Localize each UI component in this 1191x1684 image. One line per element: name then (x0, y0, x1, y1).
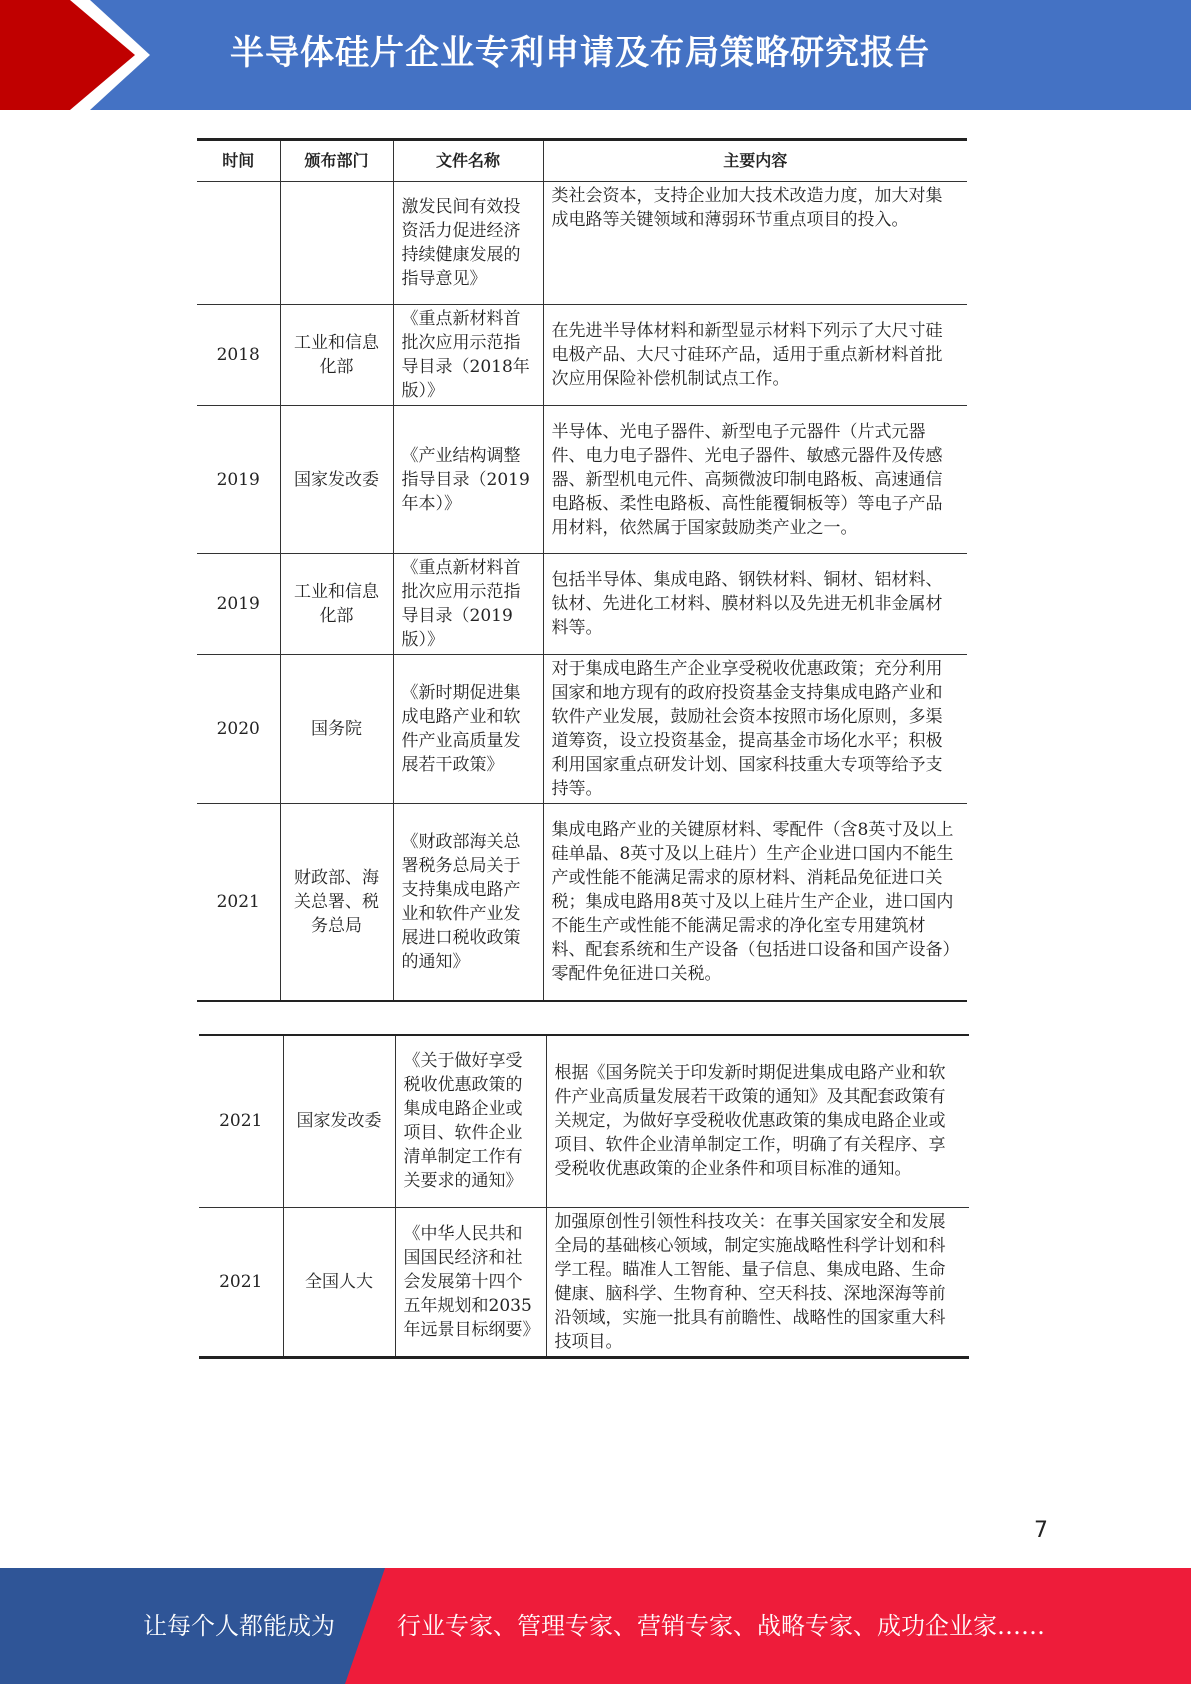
cell-department: 国家发改委 (280, 406, 393, 554)
cell-time: 2021 (197, 804, 280, 1001)
cell-document: 《关于做好享受税收优惠政策的集成电路企业或项目、软件企业清单制定工作有关要求的通知》 (395, 1035, 546, 1207)
cell-document: 激发民间有效投资活力促进经济持续健康发展的指导意见》 (393, 182, 543, 305)
cell-department: 工业和信息化部 (280, 554, 393, 655)
footer-slogan-right: 行业专家、管理专家、营销专家、战略专家、成功企业家…… (397, 1612, 1045, 1640)
page-header (0, 0, 1191, 110)
table-row (199, 1207, 969, 1357)
cell-department: 工业和信息化部 (280, 305, 393, 406)
column-header-time: 时间 (197, 140, 280, 182)
column-header-content: 主要内容 (543, 140, 967, 182)
cell-content: 在先进半导体材料和新型显示材料下列示了大尺寸硅电极产品、大尺寸硅环产品，适用于重点新材料首批次应用保险补偿机制试点工作。 (543, 305, 967, 406)
column-header-department: 颁布部门 (280, 140, 393, 182)
page-number: 7 (1034, 1518, 1048, 1543)
cell-content: 包括半导体、集成电路、钢铁材料、铜材、铝材料、钛材、先进化工材料、膜材料以及先进无机非金属材料等。 (543, 554, 967, 655)
policy-table-part1 (197, 138, 967, 1002)
table-row (197, 804, 967, 1001)
cell-document: 《财政部海关总署税务总局关于支持集成电路产业和软件产业发展进口税收政策的通知》 (393, 804, 543, 1001)
cell-time: 2020 (197, 655, 280, 804)
table-row (197, 182, 967, 305)
cell-document: 《重点新材料首批次应用示范指导目录（2018年版）》 (393, 305, 543, 406)
policy-table-part2 (199, 1034, 969, 1359)
cell-time: 2021 (219, 1111, 263, 1132)
cell-content: 对于集成电路生产企业享受税收优惠政策；充分利用国家和地方现有的政府投资基金支持集成电路产业和软件产业发展，鼓励社会资本按照市场化原则，多渠道筹资，设立投资基金，提高基金市场化水平；积极利用国家重点研发计划、国家科技重大专项等给予支持等。 (543, 655, 967, 804)
cell-department: 全国人大 (283, 1207, 395, 1357)
column-header-document: 文件名称 (393, 140, 543, 182)
cell-time (197, 182, 280, 305)
cell-content: 加强原创性引领性科技攻关：在事关国家安全和发展全局的基础核心领域，制定实施战略性科学计划和科学工程。瞄准人工智能、量子信息、集成电路、生命健康、脑科学、生物育种、空天科技、深地深海等前沿领域，实施一批具有前瞻性、战略性的国家重大科技项目。 (546, 1207, 969, 1357)
cell-time: 2018 (197, 305, 280, 406)
page-footer (0, 1568, 1191, 1684)
cell-content: 集成电路产业的关键原材料、零配件（含8英寸及以上硅单晶、8英寸及以上硅片）生产企业进口国内不能生产或性能不能满足需求的原材料、消耗品免征进口关税；集成电路用8英寸及以上硅片生产企业，进口国内不能生产或性能不能满足需求的净化室专用建筑材料、配套系统和生产设备（包括进口设备和国产设备）零配件免征进口关税。 (543, 804, 967, 1001)
cell-document: 《重点新材料首批次应用示范指导目录（2019版）》 (393, 554, 543, 655)
cell-department: 国家发改委 (283, 1035, 395, 1207)
cell-content: 类社会资本，支持企业加大技术改造力度，加大对集成电路等关键领域和薄弱环节重点项目的投入。 (543, 182, 967, 305)
cell-content: 半导体、光电子器件、新型电子元器件（片式元器件、电力电子器件、光电子器件、敏感元器件及传感器、新型机电元件、高频微波印制电路板、高速通信电路板、柔性电路板、高性能覆铜板等）等电子产品用材料，依然属于国家鼓励类产业之一。 (543, 406, 967, 554)
cell-department: 财政部、海关总署、税务总局 (280, 804, 393, 1001)
cell-document: 《中华人民共和国国民经济和社会发展第十四个五年规划和2035年远景目标纲要》 (395, 1207, 546, 1357)
table-row (197, 305, 967, 406)
cell-document: 《产业结构调整指导目录（2019年本）》 (393, 406, 543, 554)
report-title: 半导体硅片企业专利申请及布局策略研究报告 (230, 33, 930, 73)
table-row (197, 655, 967, 804)
cell-time: 2019 (197, 554, 280, 655)
cell-document: 《新时期促进集成电路产业和软件产业高质量发展若干政策》 (393, 655, 543, 804)
cell-time: 2021 (199, 1207, 283, 1357)
cell-department: 国务院 (280, 655, 393, 804)
table-row (199, 1035, 969, 1207)
table-header-row (197, 140, 967, 182)
table-row (197, 406, 967, 554)
cell-department (280, 182, 393, 305)
cell-time: 2019 (197, 406, 280, 554)
cell-content: 根据《国务院关于印发新时期促进集成电路产业和软件产业高质量发展若干政策的通知》及其配套政策有关规定，为做好享受税收优惠政策的集成电路企业或项目、软件企业清单制定工作，明确了有关程序、享受税收优惠政策的企业条件和项目标准的通知。 (546, 1035, 969, 1207)
footer-slogan-left: 让每个人都能成为 (143, 1612, 335, 1640)
table-row (197, 554, 967, 655)
